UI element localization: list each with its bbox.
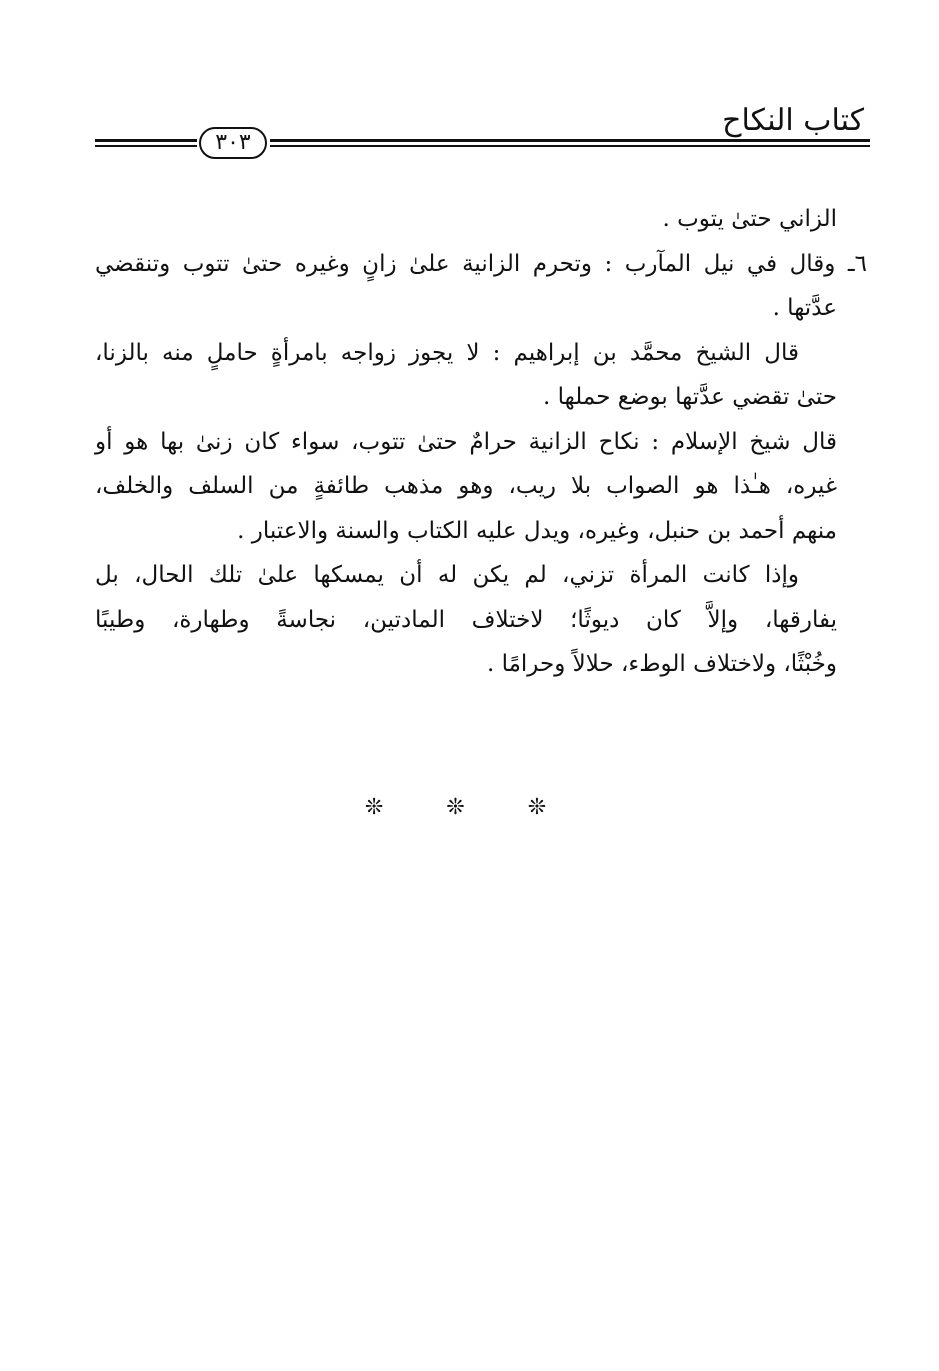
page-number: ٣٠٣ xyxy=(215,130,251,155)
text-line: غيره، هـٰذا هو الصواب بلا ريب، وهو مذهب طائفةٍ من السلف والخلف، xyxy=(95,473,837,499)
text-line: عدَّتها . xyxy=(772,295,837,321)
section-separator: ❊ ❊ ❊ xyxy=(364,795,575,820)
header-rule-right xyxy=(270,139,870,148)
text-line: قال شيخ الإسلام : نكاح الزانية حرامٌ حتىٰ تتوب، سواء كان زنىٰ بها هو أو xyxy=(95,428,837,455)
text-line: الزاني حتىٰ يتوب . xyxy=(662,206,837,232)
page-body xyxy=(95,197,867,687)
page-number-badge xyxy=(199,127,267,159)
text-line: ٦ـ وقال في نيل المآرب : وتحرم الزانية علىٰ زانٍ وغيره حتىٰ تتوب وتنقضي xyxy=(95,250,867,277)
running-title: كتاب النكاح xyxy=(722,103,864,138)
text-line: منهم أحمد بن حنبل، وغيره، ويدل عليه الكتاب والسنة والاعتبار . xyxy=(237,517,837,544)
text-line: وإذا كانت المرأة تزني، لم يكن له أن يمسكها علىٰ تلك الحال، بل xyxy=(95,562,799,588)
text-line: وخُبْثًا، ولاختلاف الوطء، حلالاً وحرامًا . xyxy=(486,651,837,677)
text-line: حتىٰ تقضي عدَّتها بوضع حملها . xyxy=(543,384,837,410)
page-header xyxy=(95,95,870,165)
text-line: يفارقها، وإلاَّ كان ديوثًا؛ لاختلاف المادتين، نجاسةً وطهارة، وطيبًا xyxy=(95,606,837,633)
text-line: قال الشيخ محمَّد بن إبراهيم : لا يجوز زواجه بامرأةٍ حاملٍ منه بالزنا، xyxy=(95,339,799,366)
header-rule-left xyxy=(95,139,197,148)
